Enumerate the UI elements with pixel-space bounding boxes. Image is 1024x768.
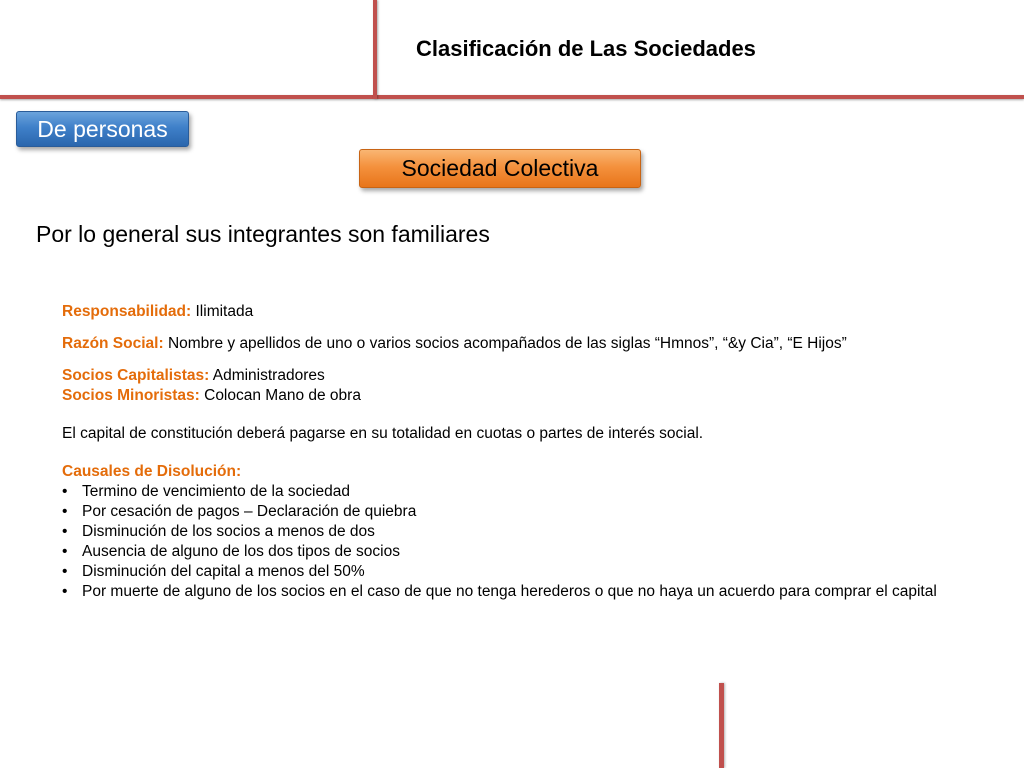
slide-subtitle: Por lo general sus integrantes son familiares [36, 221, 490, 247]
list-item: • Termino de vencimiento de la sociedad [62, 482, 962, 502]
list-item: • Disminución de los socios a menos de dos [62, 522, 962, 542]
type-button-sociedad-colectiva[interactable]: Sociedad Colectiva [359, 149, 641, 188]
responsabilidad-line [62, 302, 962, 322]
socios-capitalistas-line [62, 366, 962, 386]
page-title: Clasificación de Las Sociedades [416, 36, 756, 61]
socios-minoristas-label: Socios Minoristas: [62, 387, 200, 404]
razon-social-value: Nombre y apellidos de uno o varios socios acompañados de las siglas “Hmnos”, “&y Cia”, “E Hijos” [163, 335, 847, 352]
list-item: • Ausencia de alguno de los dos tipos de socios [62, 542, 962, 562]
list-item: • Por muerte de alguno de los socios en el caso de que no tenga herederos o que no haya un acuerdo para comprar el capital [62, 582, 962, 602]
details-section [62, 302, 962, 602]
responsabilidad-label: Responsabilidad: [62, 303, 192, 320]
socios-capitalistas-value: Administradores [209, 367, 325, 384]
socios-capitalistas-label: Socios Capitalistas: [62, 367, 210, 384]
header-divider-line [0, 95, 1024, 99]
socios-minoristas-line [62, 386, 962, 406]
causales-list [62, 482, 962, 602]
razon-social-line [62, 334, 962, 354]
list-item: • Disminución del capital a menos del 50% [62, 562, 962, 582]
capital-text: El capital de constitución deberá pagarse en su totalidad en cuotas o partes de interés social. [62, 425, 704, 442]
razon-social-label: Razón Social: [62, 335, 164, 352]
responsabilidad-value: Ilimitada [191, 303, 254, 320]
socios-minoristas-value: Colocan Mano de obra [199, 387, 361, 404]
header-vertical-line [373, 0, 377, 99]
footer-vertical-line [719, 683, 724, 768]
list-item: • Por cesación de pagos – Declaración de quiebra [62, 502, 962, 522]
causales-label: Causales de Disolución: [62, 463, 242, 480]
category-button-de-personas[interactable]: De personas [16, 111, 189, 147]
